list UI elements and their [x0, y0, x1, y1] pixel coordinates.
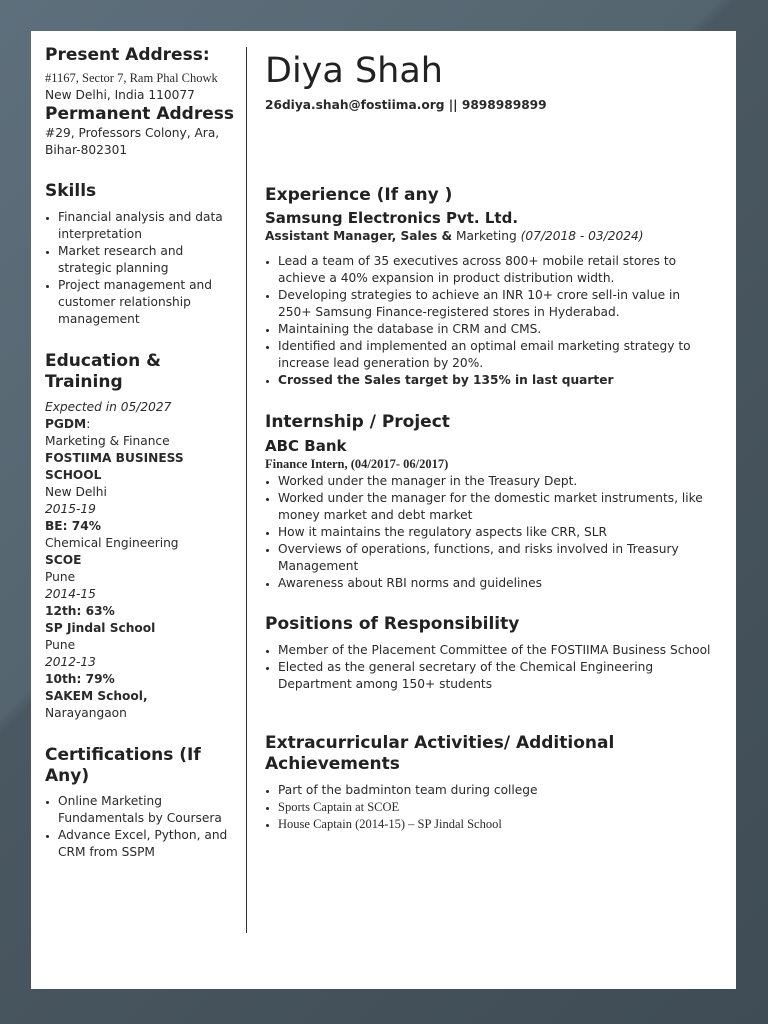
extracurricular-item: • House Captain (2014-15) – SP Jindal School — [278, 816, 715, 833]
right-column — [265, 47, 715, 833]
extracurricular-item: • Sports Captain at SCOE — [278, 799, 715, 816]
experience-item-highlight: • Crossed the Sales target by 135% in last quarter — [278, 372, 715, 389]
internship-item: • Overviews of operations, functions, and risks involved in Treasury Management — [278, 541, 715, 575]
internship-heading: Internship / Project — [265, 412, 450, 432]
internship-item: • Worked under the manager in the Treasury Dept. — [278, 473, 715, 490]
pgdm-school: FOSTIIMA BUSINESS SCHOOL — [45, 451, 184, 482]
extracurricular-heading: Extracurricular Activities/ Additional Achievements — [265, 733, 615, 774]
internship-list — [265, 473, 715, 592]
responsibility-list — [265, 642, 715, 693]
column-divider — [246, 47, 247, 933]
xii-school: SP Jindal School — [45, 621, 156, 635]
extracurricular-item: • Part of the badminton team during college — [278, 782, 715, 799]
xii-date: 2014-15 — [45, 587, 96, 601]
left-column — [45, 45, 235, 861]
skill-item: • Market research and strategic planning — [58, 243, 235, 277]
be-city: Pune — [45, 570, 76, 584]
cert-item: • Advance Excel, Python, and CRM from SSPM — [58, 827, 235, 861]
skill-item: • Financial analysis and data interpretation — [58, 209, 235, 243]
experience-list — [265, 253, 715, 389]
internship-item: • Worked under the manager for the domestic market instruments, like money market and debt market — [278, 490, 715, 524]
x-school: SAKEM School, — [45, 689, 148, 703]
certifications-list — [45, 793, 235, 861]
experience-item: • Identified and implemented an optimal email marketing strategy to increase lead generation by 20%. — [278, 338, 715, 372]
be-degree: BE: 74% — [45, 519, 101, 533]
experience-item: • Lead a team of 35 executives across 800+ mobile retail stores to achieve a 40% expansion in product distribution width. — [278, 253, 715, 287]
present-address-line1: #1167, Sector 7, Ram Phal Chowk — [45, 71, 218, 85]
skills-list — [45, 209, 235, 328]
x-degree: 10th: 79% — [45, 672, 115, 686]
xii-city: Pune — [45, 638, 76, 652]
be-school: SCOE — [45, 553, 82, 567]
experience-item: • Maintaining the database in CRM and CMS. — [278, 321, 715, 338]
contact-line: 26diya.shah@fostiima.org || 9898989899 — [265, 98, 547, 112]
responsibility-heading: Positions of Responsibility — [265, 614, 520, 634]
education-section — [45, 399, 235, 722]
permanent-address-heading: Permanent Address — [45, 104, 234, 124]
resume-page — [31, 31, 736, 989]
pgdm-field: Marketing & Finance — [45, 434, 170, 448]
be-date: 2015-19 — [45, 502, 96, 516]
cert-item: • Online Marketing Fundamentals by Coursera — [58, 793, 235, 827]
internship-company: ABC Bank — [265, 437, 347, 455]
responsibility-item: • Member of the Placement Committee of the FOSTIIMA Business School — [278, 642, 715, 659]
permanent-address-line2: Bihar-802301 — [45, 143, 128, 157]
role-line: Assistant Manager, Sales & Marketing (07/2018 - 03/2024) — [265, 229, 644, 243]
extracurricular-list — [265, 782, 715, 833]
x-city: Narayangaon — [45, 706, 127, 720]
skill-item: • Project management and customer relationship management — [58, 277, 235, 328]
company-name: Samsung Electronics Pvt. Ltd. — [265, 209, 519, 227]
experience-item: • Developing strategies to achieve an INR 10+ crore sell-in value in 250+ Samsung Finance-registered stores in Hyderabad. — [278, 287, 715, 321]
certifications-heading: Certifications (If Any) — [45, 745, 201, 786]
candidate-name: Diya Shah — [265, 51, 443, 91]
internship-role: Finance Intern, (04/2017- 06/2017) — [265, 457, 449, 471]
x-date: 2012-13 — [45, 655, 96, 669]
experience-heading: Experience (If any ) — [265, 185, 453, 205]
skills-heading: Skills — [45, 181, 97, 201]
pgdm-degree: PGDM: — [45, 417, 91, 431]
internship-item: • Awareness about RBI norms and guidelines — [278, 575, 715, 592]
present-address-line2: New Delhi, India 110077 — [45, 88, 195, 102]
responsibility-item: • Elected as the general secretary of the Chemical Engineering Department among 150+ students — [278, 659, 715, 693]
education-heading: Education & Training — [45, 351, 161, 392]
be-field: Chemical Engineering — [45, 536, 179, 550]
permanent-address-line1: #29, Professors Colony, Ara, — [45, 126, 220, 140]
xii-degree: 12th: 63% — [45, 604, 115, 618]
internship-item: • How it maintains the regulatory aspects like CRR, SLR — [278, 524, 715, 541]
pgdm-city: New Delhi — [45, 485, 107, 499]
pgdm-date: Expected in 05/2027 — [45, 400, 172, 414]
present-address-heading: Present Address: — [45, 45, 210, 65]
